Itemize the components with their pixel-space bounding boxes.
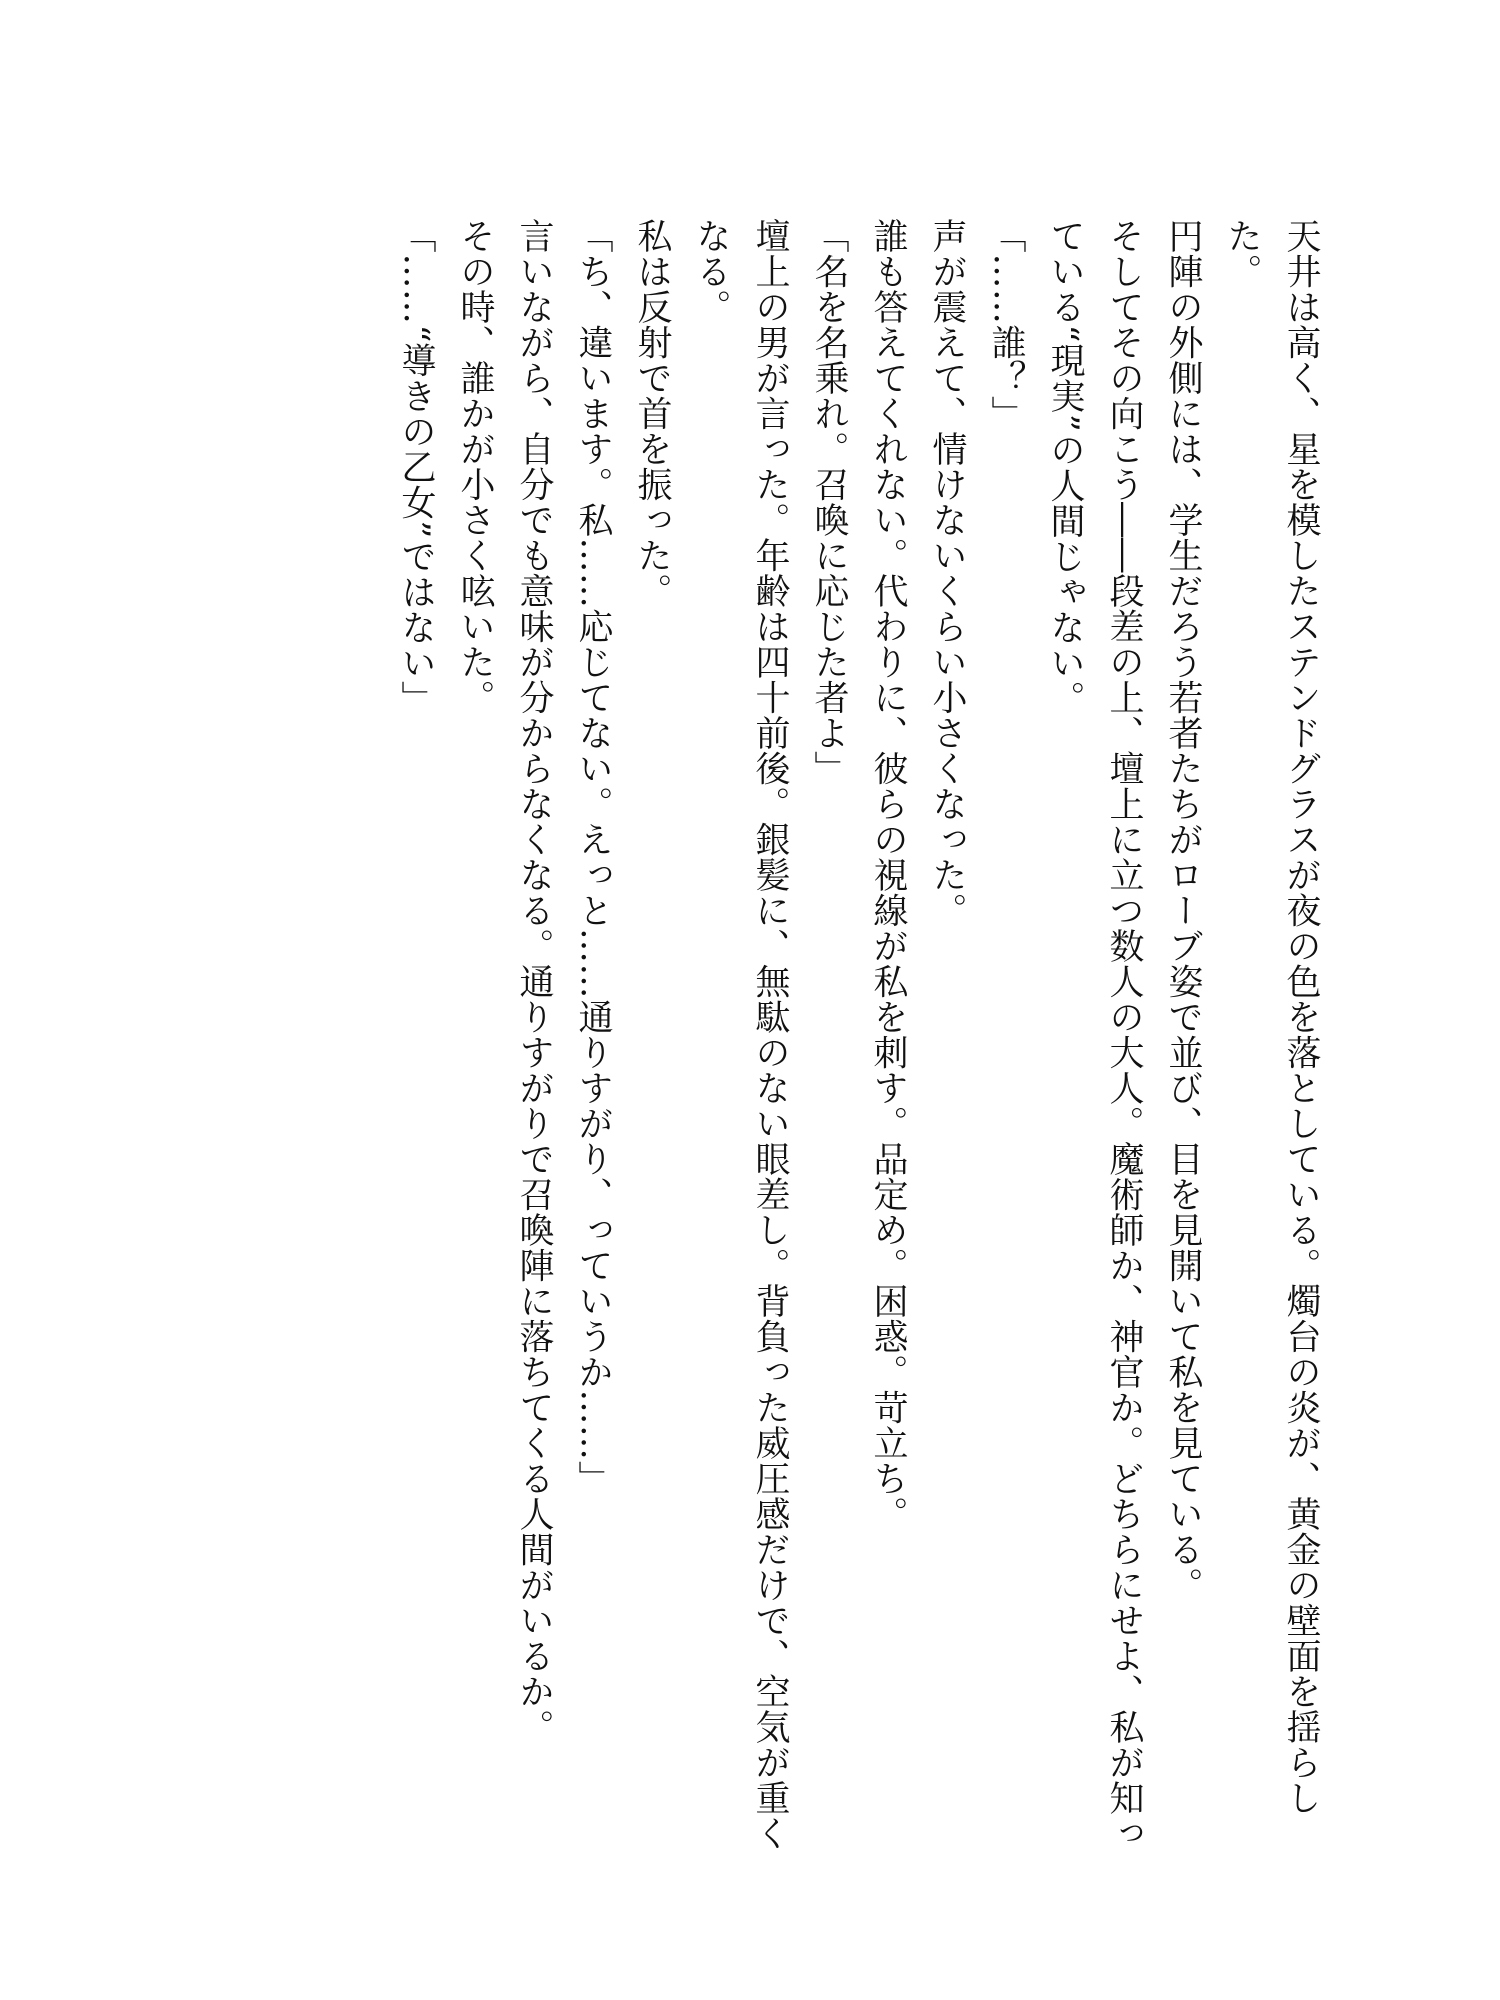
text-line: そしてその向こう――段差の上、壇上に立つ数人の大人。魔術師か、神官か。どちらにせよ、私が知っ xyxy=(1104,218,1144,1851)
text-line: 天井は高く、星を模したステンドグラスが夜の色を落としている。燭台の炎が、黄金の壁面を揺らした。 xyxy=(1222,218,1321,1816)
dialogue-line: 「名を名乗れ。召喚に応じた者よ」 xyxy=(809,218,849,786)
vertical-text-body xyxy=(386,218,1330,1868)
dialogue-line: 「……誰？」 xyxy=(986,218,1026,431)
text-line: 壇上の男が言った。年齢は四十前後。銀髪に、無駄のない眼差し。背負った威圧感だけで、空気が重く xyxy=(750,218,790,1851)
text-line: 誰も答えてくれない。代わりに、彼らの視線が私を刺す。品定め。困惑。苛立ち。 xyxy=(868,218,908,1532)
text-line: なる。 xyxy=(691,218,731,325)
text-line: 円陣の外側には、学生だろう若者たちがローブ姿で並び、目を見開いて私を見ている。 xyxy=(1163,218,1203,1603)
text-line: ている“現実”の人間じゃない。 xyxy=(1045,218,1085,717)
text-line: 私は反射で首を振った。 xyxy=(632,218,672,609)
text-line: 言いながら、自分でも意味が分からなくなる。通りすがりで召喚陣に落ちてくる人間がいるか。 xyxy=(514,218,554,1745)
text-line: その時、誰かが小さく呟いた。 xyxy=(455,218,495,715)
text-line: 声が震えて、情けないくらい小さくなった。 xyxy=(927,218,967,928)
dialogue-line: 「ち、違います。私……応じてない。えっと……通りすがり、っていうか……」 xyxy=(573,218,613,1496)
dialogue-line: 「……“導きの乙女”ではない」 xyxy=(396,218,436,717)
